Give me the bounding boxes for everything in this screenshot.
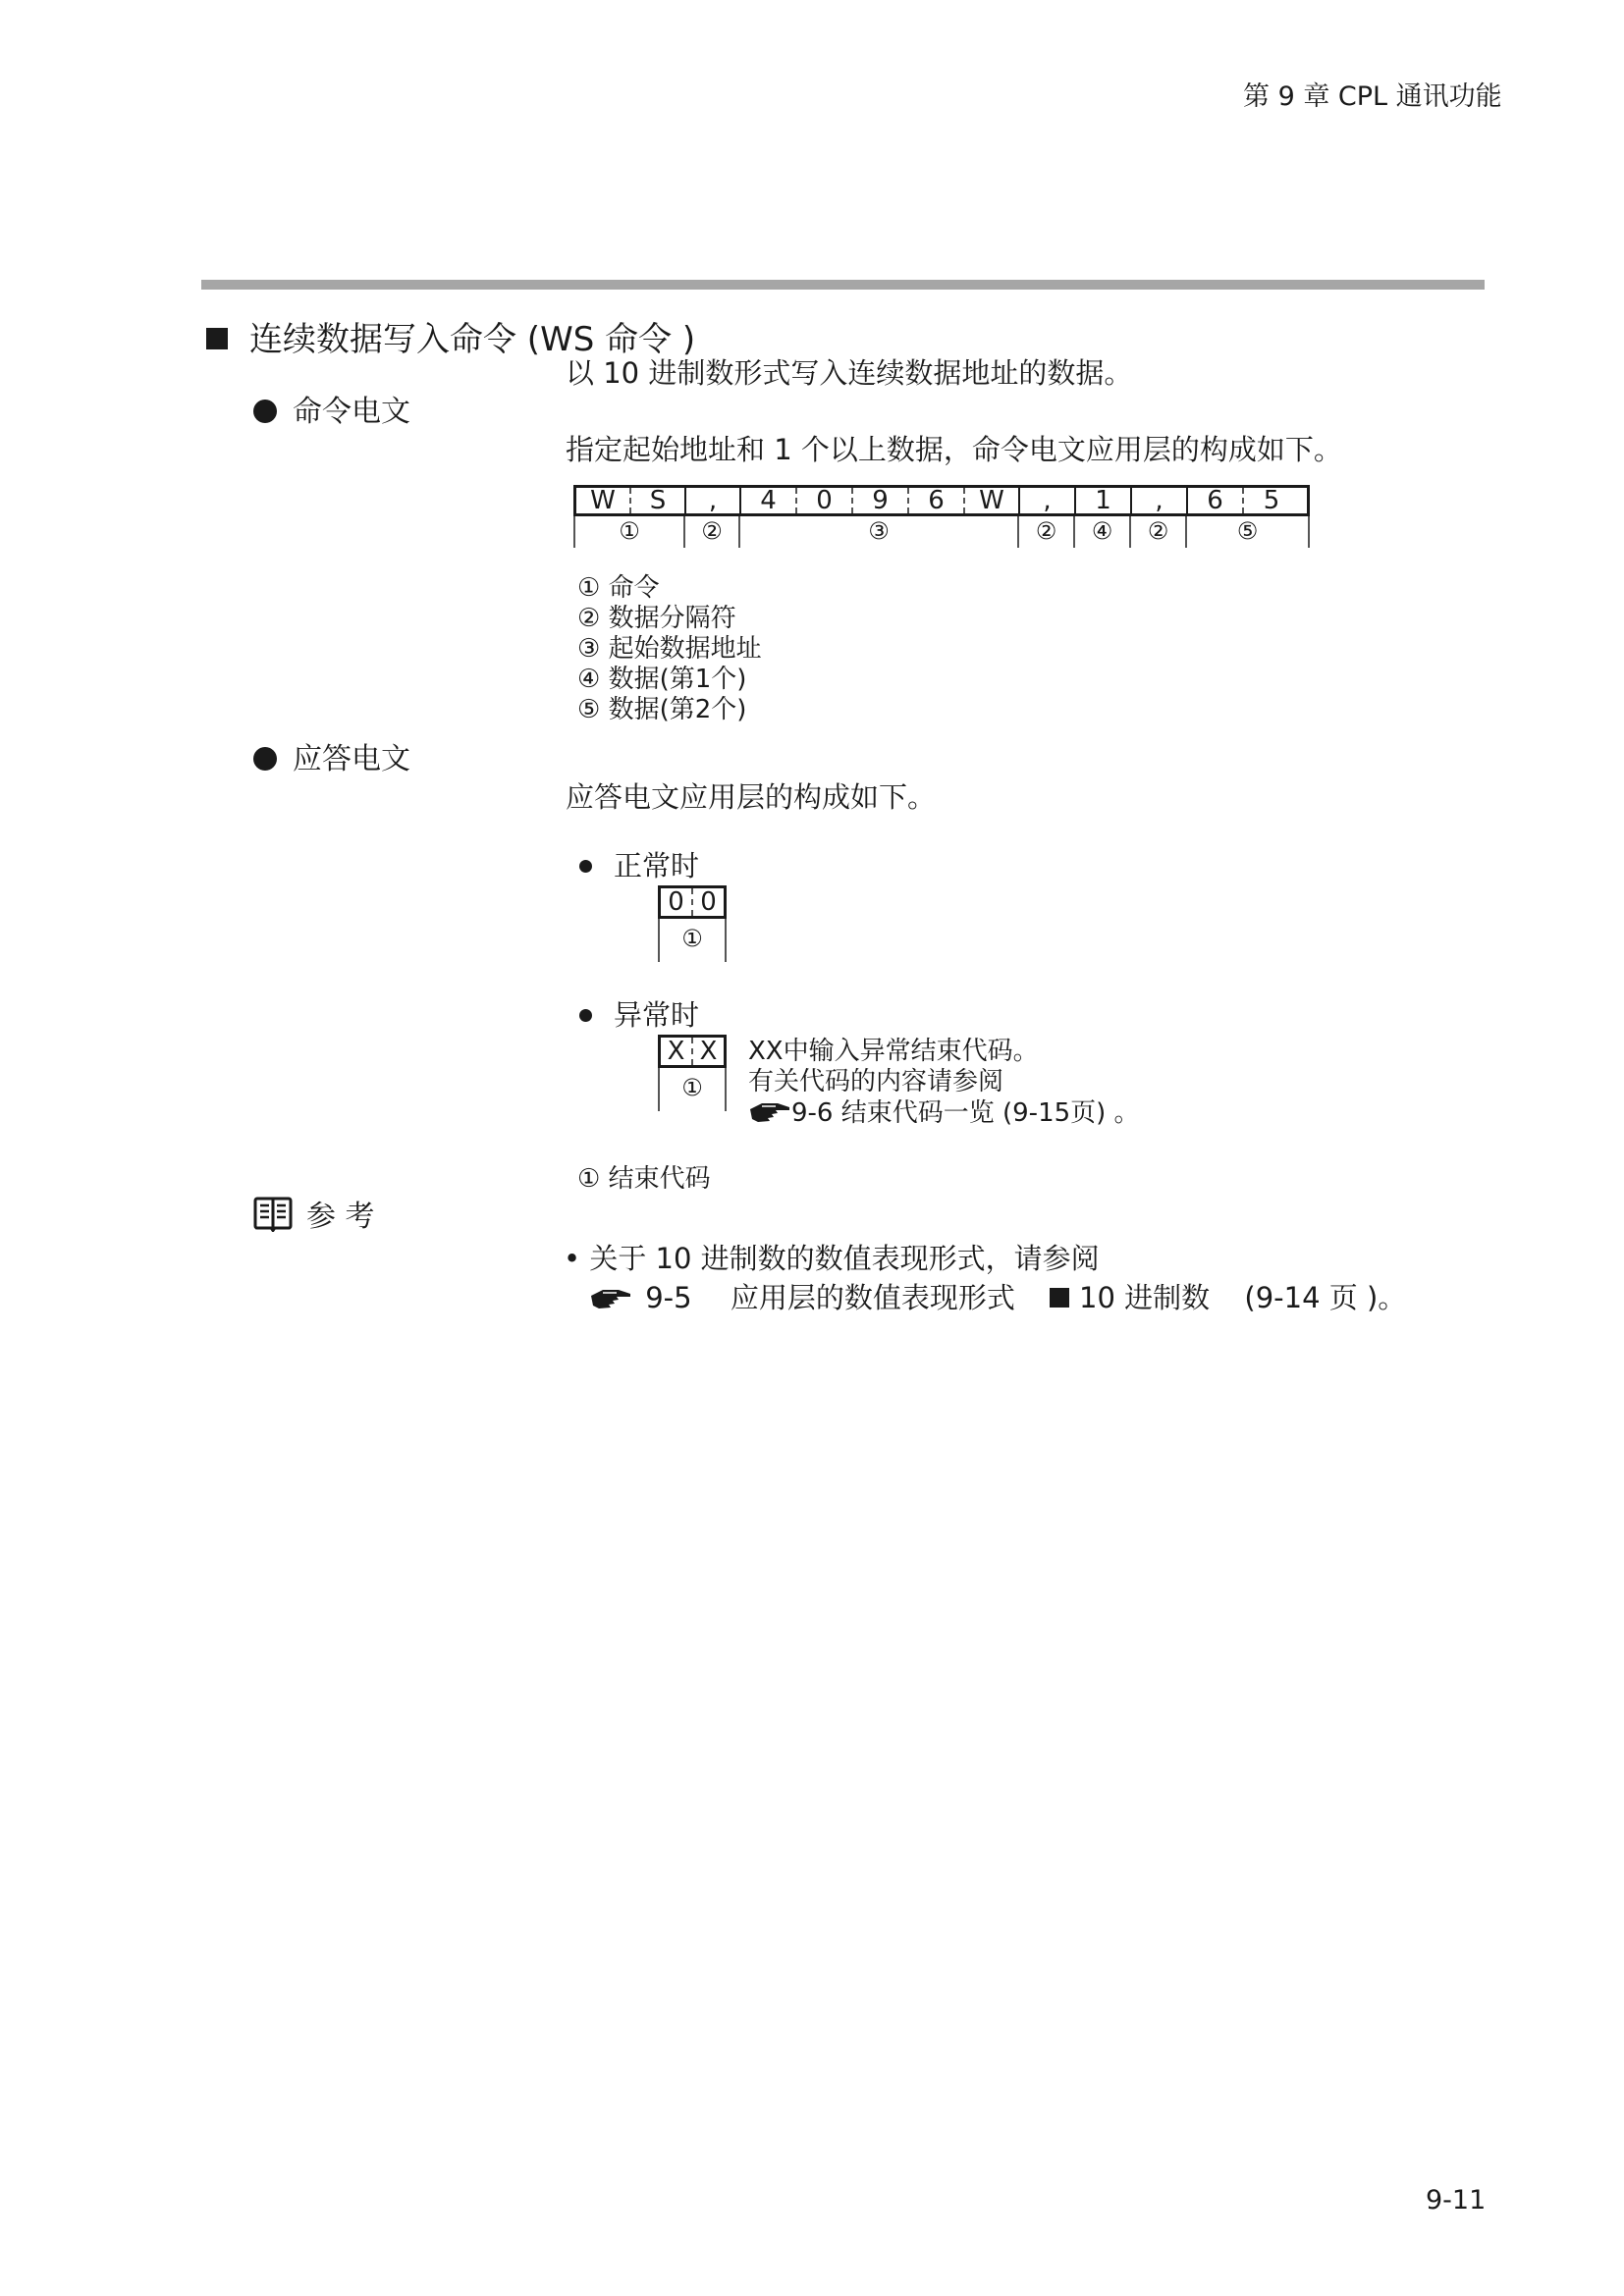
frame-char-row	[573, 485, 1310, 516]
command-frame-diagram	[573, 485, 1310, 548]
frame-char: X	[699, 1037, 718, 1066]
command-intro: 指定起始地址和 1 个以上数据，命令电文应用层的构成如下。	[566, 433, 1342, 466]
frame-char: 1	[1076, 488, 1132, 513]
frame-char: ,	[1132, 488, 1188, 513]
small-bullet-icon	[579, 860, 592, 873]
frame-label-row	[573, 516, 1310, 548]
frame-char: 9	[853, 488, 909, 513]
abnormal-frame	[658, 1035, 727, 1111]
legend-item: ③ 起始数据地址	[577, 634, 762, 664]
square-bullet-icon	[1050, 1288, 1069, 1308]
reference-page: 9-5	[645, 1281, 692, 1314]
frame-label: ②	[683, 516, 738, 548]
note-line: 有关代码的内容请参阅	[748, 1067, 1004, 1096]
legend-item: ⑤ 数据(第2个)	[577, 695, 747, 724]
frame-char: X	[661, 1038, 693, 1065]
command-heading: 命令电文	[253, 387, 410, 430]
response-intro: 应答电文应用层的构成如下。	[566, 780, 937, 814]
reference-heading: 参 考	[253, 1192, 375, 1235]
abnormal-notes	[748, 1037, 1140, 1129]
frame-char: 6	[909, 488, 965, 513]
frame-char: ,	[1020, 488, 1076, 513]
frame-char: 4	[741, 488, 797, 513]
frame-mark: ①	[658, 1068, 727, 1111]
frame-mark: ①	[658, 919, 727, 962]
frame-label: ①	[573, 516, 683, 548]
reference-tail: (9-14 页 )。	[1244, 1281, 1407, 1314]
response-legend: ① 结束代码	[577, 1164, 711, 1194]
frame-label: ②	[1129, 516, 1185, 548]
normal-label: 正常时	[579, 844, 699, 884]
normal-frame	[658, 885, 727, 962]
reference-section: 10 进制数	[1079, 1281, 1211, 1314]
legend-item: ① 命令	[577, 573, 660, 603]
abnormal-label: 异常时	[579, 993, 699, 1034]
frame-char: 6	[1188, 488, 1244, 513]
frame-char: 0	[661, 888, 693, 916]
frame-char: 0	[797, 488, 853, 513]
bullet-icon	[253, 400, 277, 423]
bullet-icon	[253, 747, 277, 771]
section-title: 连续数据写入命令 (WS 命令 )	[206, 312, 695, 360]
square-bullet-icon	[206, 328, 228, 349]
frame-char: W	[965, 488, 1020, 513]
small-bullet-icon	[579, 1009, 592, 1022]
pointing-hand-icon	[748, 1097, 791, 1127]
note-ref: 9-6 结束代码一览 (9-15页) 。	[748, 1097, 1140, 1129]
frame-char: ,	[686, 488, 741, 513]
book-icon	[253, 1197, 293, 1232]
frame-char: 5	[1263, 486, 1280, 515]
frame-label: ④	[1073, 516, 1129, 548]
legend-item: ④ 数据(第1个)	[577, 665, 747, 694]
frame-char: 0	[700, 887, 717, 917]
frame-label: ②	[1017, 516, 1073, 548]
pointing-hand-icon	[589, 1284, 632, 1313]
chapter-header: 第 9 章 CPL 通讯功能	[1243, 81, 1502, 112]
command-legend	[577, 573, 762, 725]
legend-item: ② 数据分隔符	[577, 604, 736, 633]
reference-line: • 关于 10 进制数的数值表现形式，请参阅	[564, 1242, 1100, 1275]
frame-label: ③	[738, 516, 1017, 548]
page-number: 9-11	[1426, 2185, 1487, 2216]
note-line: XX中输入异常结束代码。	[748, 1037, 1039, 1066]
frame-label: ⑤	[1185, 516, 1310, 548]
section-rule	[201, 280, 1485, 290]
frame-char: S	[631, 488, 686, 513]
frame-char: W	[576, 488, 631, 513]
reference-title: 应用层的数值表现形式	[730, 1281, 1015, 1314]
response-heading: 应答电文	[253, 734, 410, 777]
reference-link-line	[589, 1276, 1406, 1316]
section-description: 以 10 进制数形式写入连续数据地址的数据。	[566, 356, 1133, 390]
